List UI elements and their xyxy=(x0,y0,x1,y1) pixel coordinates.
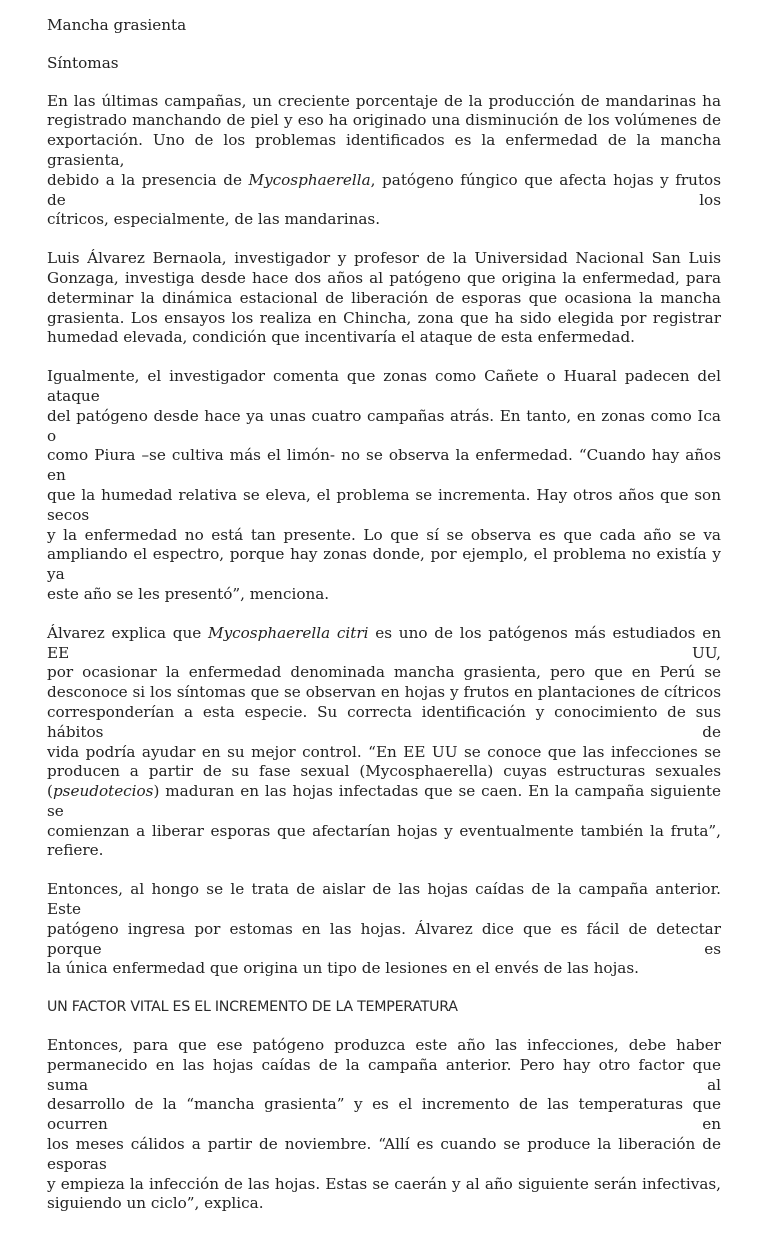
text-line: la única enfermedad que origina un tipo de lesiones en el envés de las hojas. xyxy=(47,959,639,978)
text-line: este año se les presentó”, menciona. xyxy=(47,584,330,603)
text-line: vida podría ayudar en su mejor control. “En EE UU se conoce que las infecciones se xyxy=(47,742,721,761)
text-line: los meses cálidos a partir de noviembre. “Allí es cuando se produce la liberación de esporas xyxy=(47,1135,721,1173)
paragraph-3 xyxy=(47,367,721,605)
text-line: Luis Álvarez Bernaola, investigador y profesor de la Universidad Nacional San Luis xyxy=(47,249,721,268)
text-line: por ocasionar la enfermedad denominada mancha grasienta, pero que en Perú se xyxy=(47,663,721,682)
text-line: que la humedad relativa se eleva, el problema se incrementa. Hay otros años que son secos xyxy=(47,485,721,524)
text-line: comienzan a liberar esporas que afectarían hojas y eventualmente también la fruta”, xyxy=(47,821,721,840)
text-line: Igualmente, el investigador comenta que zonas como Cañete o Huaral padecen del ataque xyxy=(47,367,721,405)
text-line: producen a partir de su fase sexual (Mycosphaerella) cuyas estructuras sexuales xyxy=(47,762,721,781)
text-line: desarrollo de la “mancha grasienta” y es el incremento de las temperaturas que ocurren en xyxy=(47,1095,721,1134)
text-line: siguiendo un ciclo”, explica. xyxy=(47,1194,264,1213)
section-subtitle: Síntomas xyxy=(47,53,119,72)
paragraph-5 xyxy=(47,880,721,979)
italic-term: Mycosphaerella xyxy=(248,170,371,189)
paragraph-2 xyxy=(47,249,721,348)
text-line: exportación. Uno de los problemas identificados es la enfermedad de la mancha grasienta, xyxy=(47,131,721,169)
text-line: y la enfermedad no está tan presente. Lo que sí se observa es que cada año se va xyxy=(47,525,721,544)
text-line: del patógeno desde hace ya unas cuatro campañas atrás. En tanto, en zonas como Ica o xyxy=(47,406,721,445)
text-line: desconoce si los síntomas que se observan en hojas y frutos en plantaciones de cítricos xyxy=(47,683,721,702)
text-line: Entonces, para que ese patógeno produzca este año las infecciones, debe haber xyxy=(47,1036,721,1055)
text-line: cítricos, especialmente, de las mandarinas. xyxy=(47,210,381,229)
text-line: Álvarez explica que Mycosphaerella citri es uno de los patógenos más estudiados en EE UU, xyxy=(47,623,721,662)
text-line: debido a la presencia de Mycosphaerella, patógeno fúngico que afecta hojas y frutos de los xyxy=(47,170,721,209)
text-line: y empieza la infección de las hojas. Estas se caerán y al año siguiente serán infectivas, xyxy=(47,1174,721,1193)
italic-term: pseudotecios xyxy=(52,782,154,801)
text-line: patógeno ingresa por estomas en las hojas. Álvarez dice que es fácil de detectar porque es xyxy=(47,919,721,958)
text-line: corresponderían a esta especie. Su correcta identificación y conocimiento de sus hábitos de xyxy=(47,702,721,741)
paragraph-1 xyxy=(47,92,721,231)
text-line: refiere. xyxy=(47,841,104,860)
text-line: como Piura –se cultiva más el limón- no se observa la enfermedad. “Cuando hay años en xyxy=(47,446,721,485)
text-line: (pseudotecios) maduran en las hojas infectadas que se caen. En la campaña siguiente se xyxy=(47,782,721,820)
section-heading: UN FACTOR VITAL ES EL INCREMENTO DE LA TEMPERATURA xyxy=(47,999,458,1016)
document-page xyxy=(47,16,721,1233)
text-line: permanecido en las hojas caídas de la campaña anterior. Pero hay otro factor que suma al xyxy=(47,1055,721,1094)
italic-term: Mycosphaerella citri xyxy=(208,623,369,642)
paragraph-4 xyxy=(47,624,721,862)
text-line: grasienta. Los ensayos los realiza en Chincha, zona que ha sido elegida por registrar xyxy=(47,308,721,327)
text-line: Gonzaga, investiga desde hace dos años al patógeno que origina la enfermedad, para xyxy=(47,268,721,287)
text-line: En las últimas campañas, un creciente porcentaje de la producción de mandarinas ha xyxy=(47,91,721,110)
text-line: humedad elevada, condición que incentivaría el ataque de esta enfermedad. xyxy=(47,328,635,347)
text-line: determinar la dinámica estacional de liberación de esporas que ocasiona la mancha xyxy=(47,288,721,307)
text-line: ampliando el espectro, porque hay zonas donde, por ejemplo, el problema no existía y ya xyxy=(47,545,721,584)
text-line: Entonces, al hongo se le trata de aislar de las hojas caídas de la campaña anterior. Este xyxy=(47,880,721,919)
document-title: Mancha grasienta xyxy=(47,16,187,34)
text-line: registrado manchando de piel y eso ha originado una disminución de los volúmenes de xyxy=(47,111,721,130)
paragraph-6 xyxy=(47,1036,721,1214)
